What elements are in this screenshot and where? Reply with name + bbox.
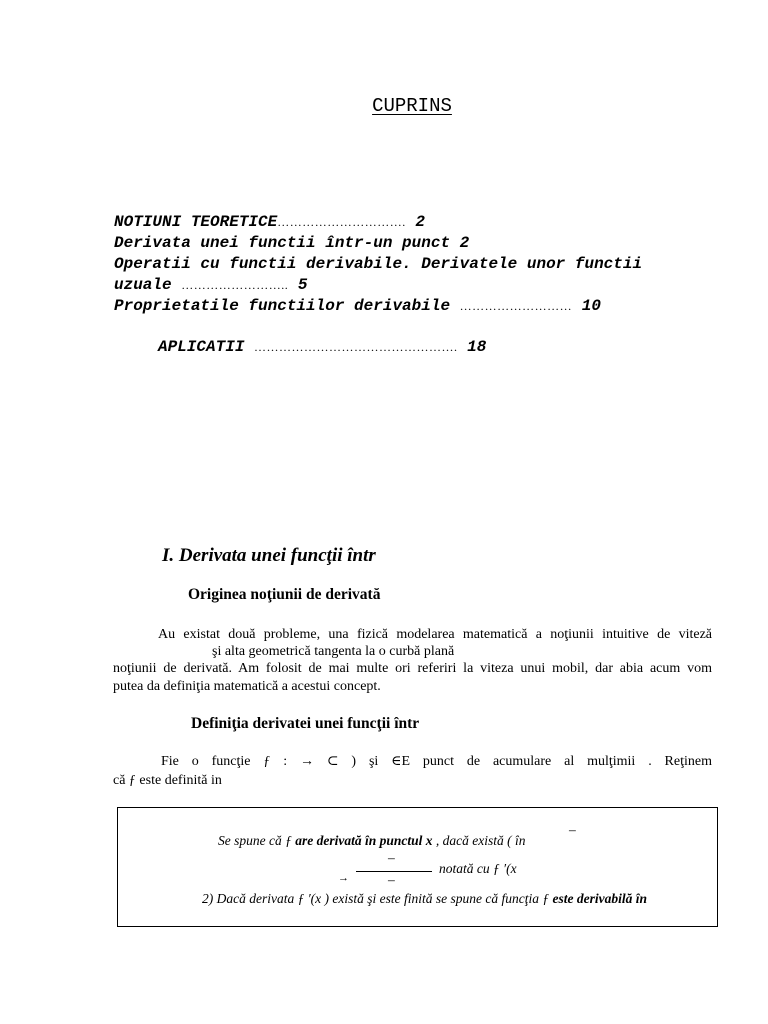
- origin-paragraph-line4: putea da definiţia matematică a acestui concept.: [113, 679, 381, 694]
- definition-paragraph-line2: că ƒ este definită in: [113, 773, 222, 788]
- origin-paragraph-line1: Au existat două probleme, una fizică modelarea matematică a noţiunii intuitive de viteză: [158, 627, 712, 642]
- overbar-mark: –: [569, 822, 576, 837]
- origin-paragraph-line2: şi alta geometrică tangenta la o curbă plană: [212, 644, 455, 659]
- origin-heading: Originea noţiunii de derivată: [188, 586, 381, 603]
- definition-prefix: Se spune că ƒ: [218, 833, 296, 848]
- toc-leader: ……………………..: [181, 278, 289, 292]
- toc-leader: ………………………: [459, 299, 573, 313]
- section-heading: I. Derivata unei funcţii într: [162, 545, 376, 566]
- toc-leader: ………………………….: [277, 215, 406, 229]
- definition-bold-term: are derivată în punctul x: [295, 833, 433, 848]
- derivative-notation: notată cu ƒ ′(x: [439, 861, 517, 876]
- fraction-numerator-mark: –: [388, 850, 395, 865]
- toc-page-number: 18: [467, 338, 487, 356]
- toc-entry-label: NOTIUNI TEORETICE: [114, 213, 278, 231]
- toc-leader: ………………………………………….: [254, 340, 458, 354]
- toc-entry-derivata: [114, 233, 469, 253]
- definition-heading: Definiţia derivatei unei funcţii într: [191, 715, 420, 732]
- definition-box: [117, 807, 718, 927]
- toc-entry-operatii: [114, 254, 642, 274]
- toc-page-number: 10: [581, 297, 601, 315]
- fraction-denominator-mark: –: [388, 872, 395, 887]
- toc-entry-proprietatile: [114, 296, 601, 316]
- toc-entry-label: uzuale: [114, 276, 172, 294]
- derivable-bold-term: este derivabilă în: [552, 891, 647, 906]
- toc-entry-label: Proprietatile functiilor derivabile: [114, 297, 451, 315]
- definition-statement: [218, 833, 525, 849]
- toc-page-number: 5: [297, 276, 308, 294]
- definition-suffix: , dacă există ( în: [432, 833, 526, 848]
- derivable-statement: [202, 891, 647, 907]
- toc-entry-label: APLICATII: [158, 338, 245, 356]
- toc-title: CUPRINS: [372, 95, 452, 117]
- derivable-prefix: 2) Dacă derivata ƒ ′(x ) există şi este finită se spune că funcţia ƒ: [202, 891, 553, 906]
- toc-entry-uzuale: [114, 275, 307, 295]
- origin-paragraph-line3: noţiunii de derivată. Am folosit de mai multe ori referiri la viteza unui mobil, dar abia acum vom: [113, 661, 712, 676]
- toc-entry-label: Operatii cu functii derivabile. Derivatele unor functii: [114, 255, 643, 273]
- toc-entry-notiuni: [114, 212, 425, 232]
- toc-entry-label: Derivata unei functii într-un punct 2: [114, 234, 470, 252]
- toc-page-number: 2: [415, 213, 425, 231]
- definition-paragraph-line1: Fie o funcţie ƒ : → ⊂ ) şi ∈E punct de acumulare al mulţimii . Reţinem: [161, 754, 712, 769]
- toc-entry-aplicatii: [158, 337, 486, 357]
- arrow-icon: →: [338, 872, 349, 884]
